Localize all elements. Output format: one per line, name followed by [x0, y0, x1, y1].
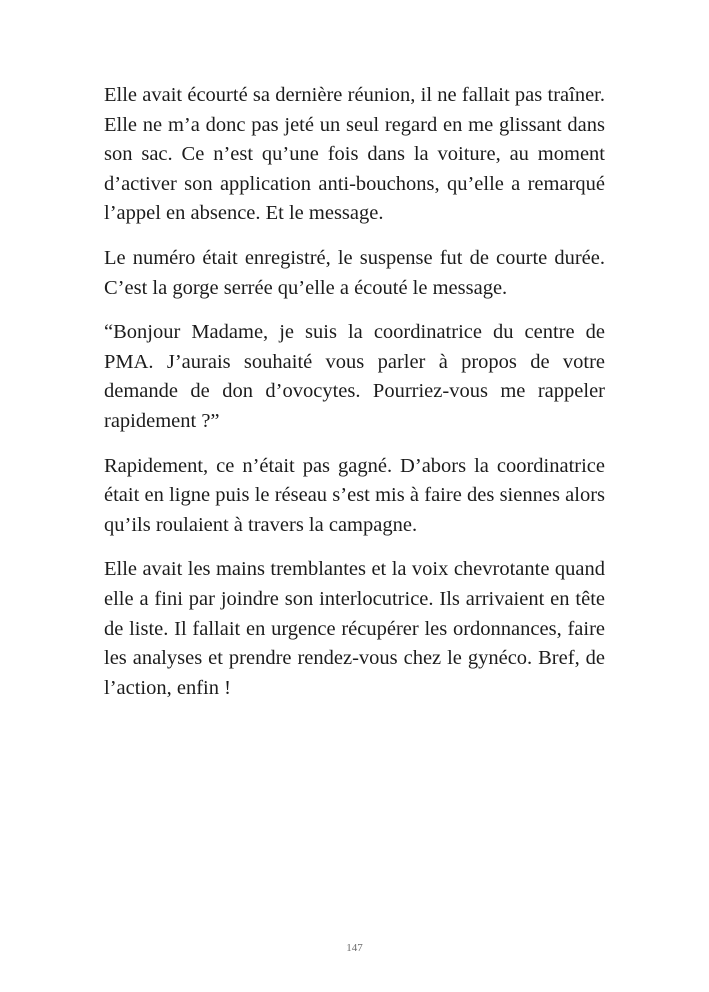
paragraph-3: “Bonjour Madame, je suis la coordinatrice du centre de PMA. J’aurais souhaité vous parler à propos de votre demande de don d’ovocytes. Pourriez-vous me rappeler rapidement ?” — [104, 321, 605, 432]
paragraph-4: Rapidement, ce n’était pas gagné. D’abors la coordinatrice était en ligne puis le réseau s’est mis à faire des siennes alors qu’ils roulaient à travers la campagne. — [104, 454, 605, 536]
paragraph-5: Elle avait les mains tremblantes et la voix chevrotante quand elle a fini par joindre son interlocutrice. Ils arrivaient en tête de liste. Il fallait en urgence récupérer les ordonnances, faire les analyses et prendre rendez-vous chez le gynéco. Bref, de l’action, enfin ! — [104, 558, 605, 699]
paragraph-1: Elle avait écourté sa dernière réunion, il ne fallait pas traîner. Elle ne m’a donc pas jeté un seul regard en me glissant dans son sac. Ce n’est qu’une fois dans la voiture, au moment d’activer son application anti-bouchons, qu’elle a remarqué l’appel en absence. Et le message. — [104, 84, 605, 225]
body-text — [104, 81, 605, 718]
page-number: 147 — [346, 942, 363, 954]
paragraph-2: Le numéro était enregistré, le suspense fut de courte durée. C’est la gorge serrée qu’elle a écouté le message. — [104, 246, 605, 299]
